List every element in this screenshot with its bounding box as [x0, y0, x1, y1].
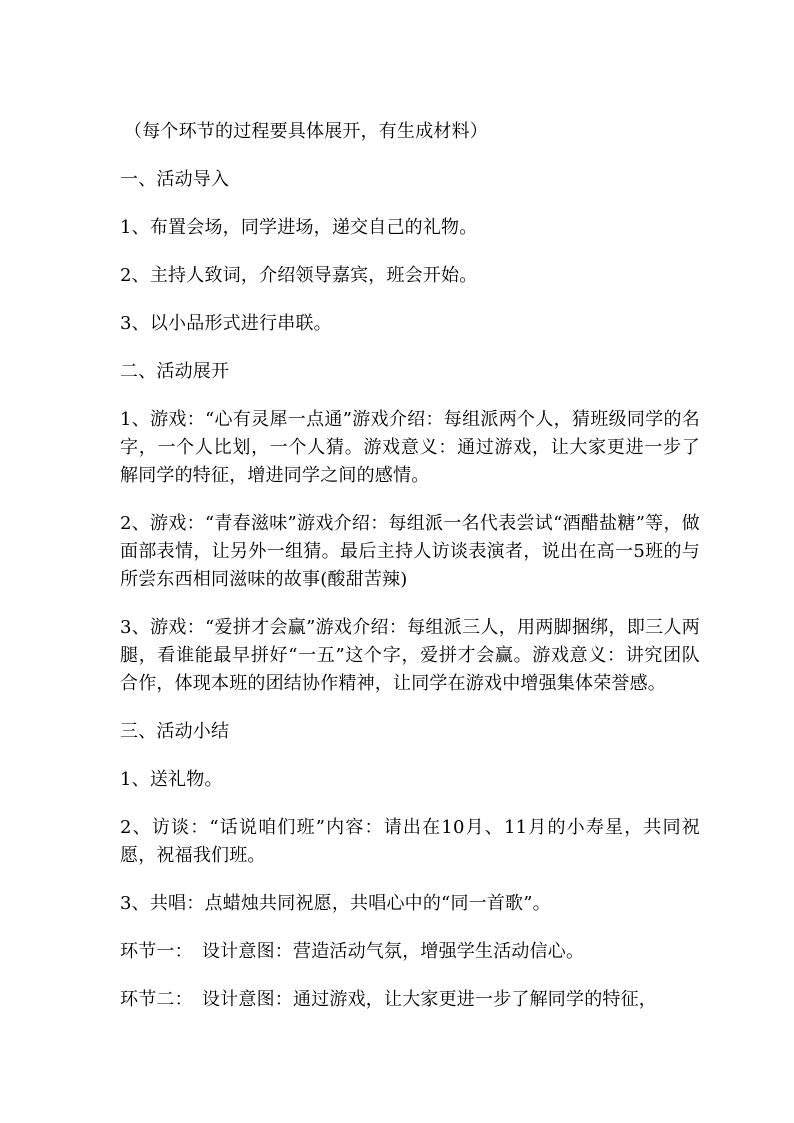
list-item: 2、访谈：“话说咱们班”内容：请出在10月、11月的小寿星，共同祝愿，祝福我们班。: [120, 817, 700, 866]
list-item: 3、游戏：“爱拼才会赢”游戏介绍：每组派三人，用两脚捆绑，即三人两腿，看谁能最早拼好“一五”这个字，爱拼才会赢。游戏意义：讲究团队合作，体现本班的团结协作精神，让同学在游戏中增强集体荣誉感。: [120, 617, 700, 694]
list-item: 1、布置会场，同学进场，递交自己的礼物。: [120, 217, 478, 238]
design-intent-step-1: 环节一： 设计意图：营造活动气氛，增强学生活动信心。: [120, 941, 585, 962]
section-heading-summary: 三、活动小结: [120, 721, 230, 742]
section-heading-activities: 二、活动展开: [120, 361, 230, 382]
design-intent-step-2: 环节二： 设计意图：通过游戏，让大家更进一步了解同学的特征，: [120, 989, 657, 1010]
list-item: 2、游戏：“青春滋味”游戏介绍：每组派一名代表尝试“酒醋盐糖”等，做面部表情，让另外一组猜。最后主持人访谈表演者，说出在高一5班的与所尝东西相同滋味的故事(酸甜苦辣): [120, 513, 700, 590]
list-item: 3、以小品形式进行串联。: [120, 313, 332, 334]
section-heading-intro: 一、活动导入: [120, 169, 230, 190]
document-body: [120, 118, 700, 1014]
instruction-note: （每个环节的过程要具体展开，有生成材料）: [124, 121, 488, 142]
list-item: 3、共唱：点蜡烛共同祝愿，共唱心中的“同一首歌”。: [120, 893, 551, 914]
list-item: 1、游戏：“心有灵犀一点通”游戏介绍：每组派两个人，猜班级同学的名字，一个人比划，一个人猜。游戏意义：通过游戏，让大家更进一步了解同学的特征，增进同学之间的感情。: [120, 409, 700, 486]
list-item: 1、送礼物。: [120, 769, 223, 790]
list-item: 2、主持人致词，介绍领导嘉宾，班会开始。: [120, 265, 478, 286]
